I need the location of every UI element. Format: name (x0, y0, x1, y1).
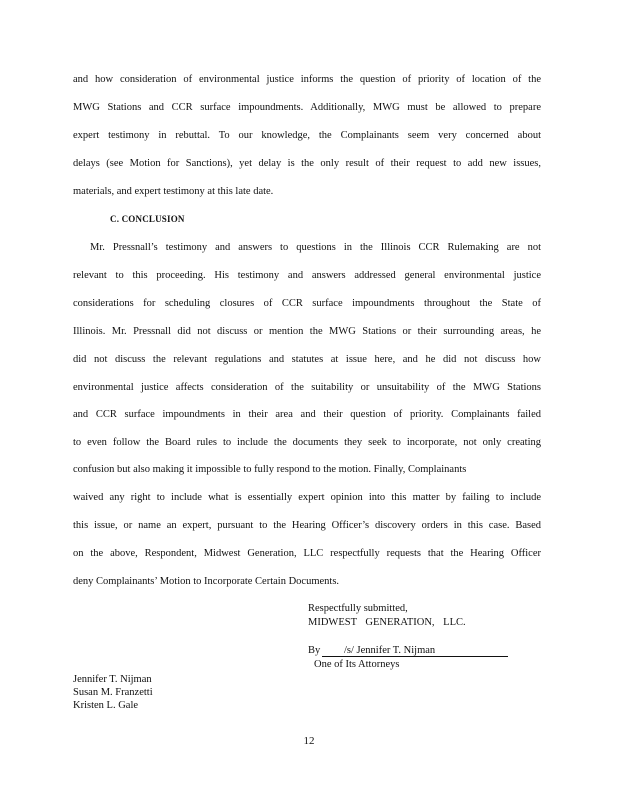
signature-company: MIDWEST GENERATION, LLC. (308, 617, 466, 628)
body-line: and how consideration of environmental justice informs the question of priority of location of the (73, 74, 541, 85)
attorney-name: Kristen L. Gale (73, 700, 139, 711)
signature-by-label: By (308, 645, 321, 656)
body-line: MWG Stations and CCR surface impoundments. Additionally, MWG must be allowed to prepare (73, 102, 541, 113)
conclusion-line: Illinois. Mr. Pressnall did not discuss or mention the MWG Stations or their surrounding areas, he (73, 326, 541, 337)
section-heading: C. CONCLUSION (110, 214, 185, 224)
conclusion-line: this issue, or name an expert, pursuant to the Hearing Officer’s discovery orders in this case. Based (73, 520, 541, 531)
conclusion-line: relevant to this proceeding. His testimony and answers addressed general environmental justice (73, 270, 541, 281)
attorney-name: Susan M. Franzetti (73, 687, 153, 698)
conclusion-line: Mr. Pressnall’s testimony and answers to questions in the Illinois CCR Rulemaking are not (90, 242, 541, 253)
conclusion-line: waived any right to include what is essentially expert opinion into this matter by failing to include (73, 492, 541, 503)
signature-name: /s/ Jennifer T. Nijman (344, 645, 436, 656)
attorney-name: Jennifer T. Nijman (73, 674, 152, 685)
signature-closing: Respectfully submitted, (308, 603, 408, 614)
body-line: materials, and expert testimony at this late date. (73, 186, 274, 197)
conclusion-line: considerations for scheduling closures of CCR surface impoundments throughout the State of (73, 298, 541, 309)
conclusion-line: environmental justice affects consideration of the suitability or unsuitability of the MWG Stations (73, 382, 541, 393)
body-line: delays (see Motion for Sanctions), yet delay is the only result of their request to add new issues, (73, 158, 541, 169)
signature-role: One of Its Attorneys (314, 659, 400, 670)
body-line: expert testimony in rebuttal. To our knowledge, the Complainants seem very concerned about (73, 130, 541, 141)
conclusion-line: confusion but also making it impossible to fully respond to the motion. Finally, Complainants (73, 464, 467, 475)
conclusion-line: on the above, Respondent, Midwest Generation, LLC respectfully requests that the Hearing Officer (73, 548, 541, 559)
conclusion-line: and CCR surface impoundments in their area and their question of priority. Complainants failed (73, 409, 541, 420)
conclusion-line: did not discuss the relevant regulations and statutes at issue here, and he did not discuss how (73, 354, 541, 365)
conclusion-line: deny Complainants’ Motion to Incorporate Certain Documents. (73, 576, 340, 587)
conclusion-line: to even follow the Board rules to include the documents they seek to incorporate, not only creating (73, 437, 541, 448)
page-number: 12 (303, 735, 315, 747)
